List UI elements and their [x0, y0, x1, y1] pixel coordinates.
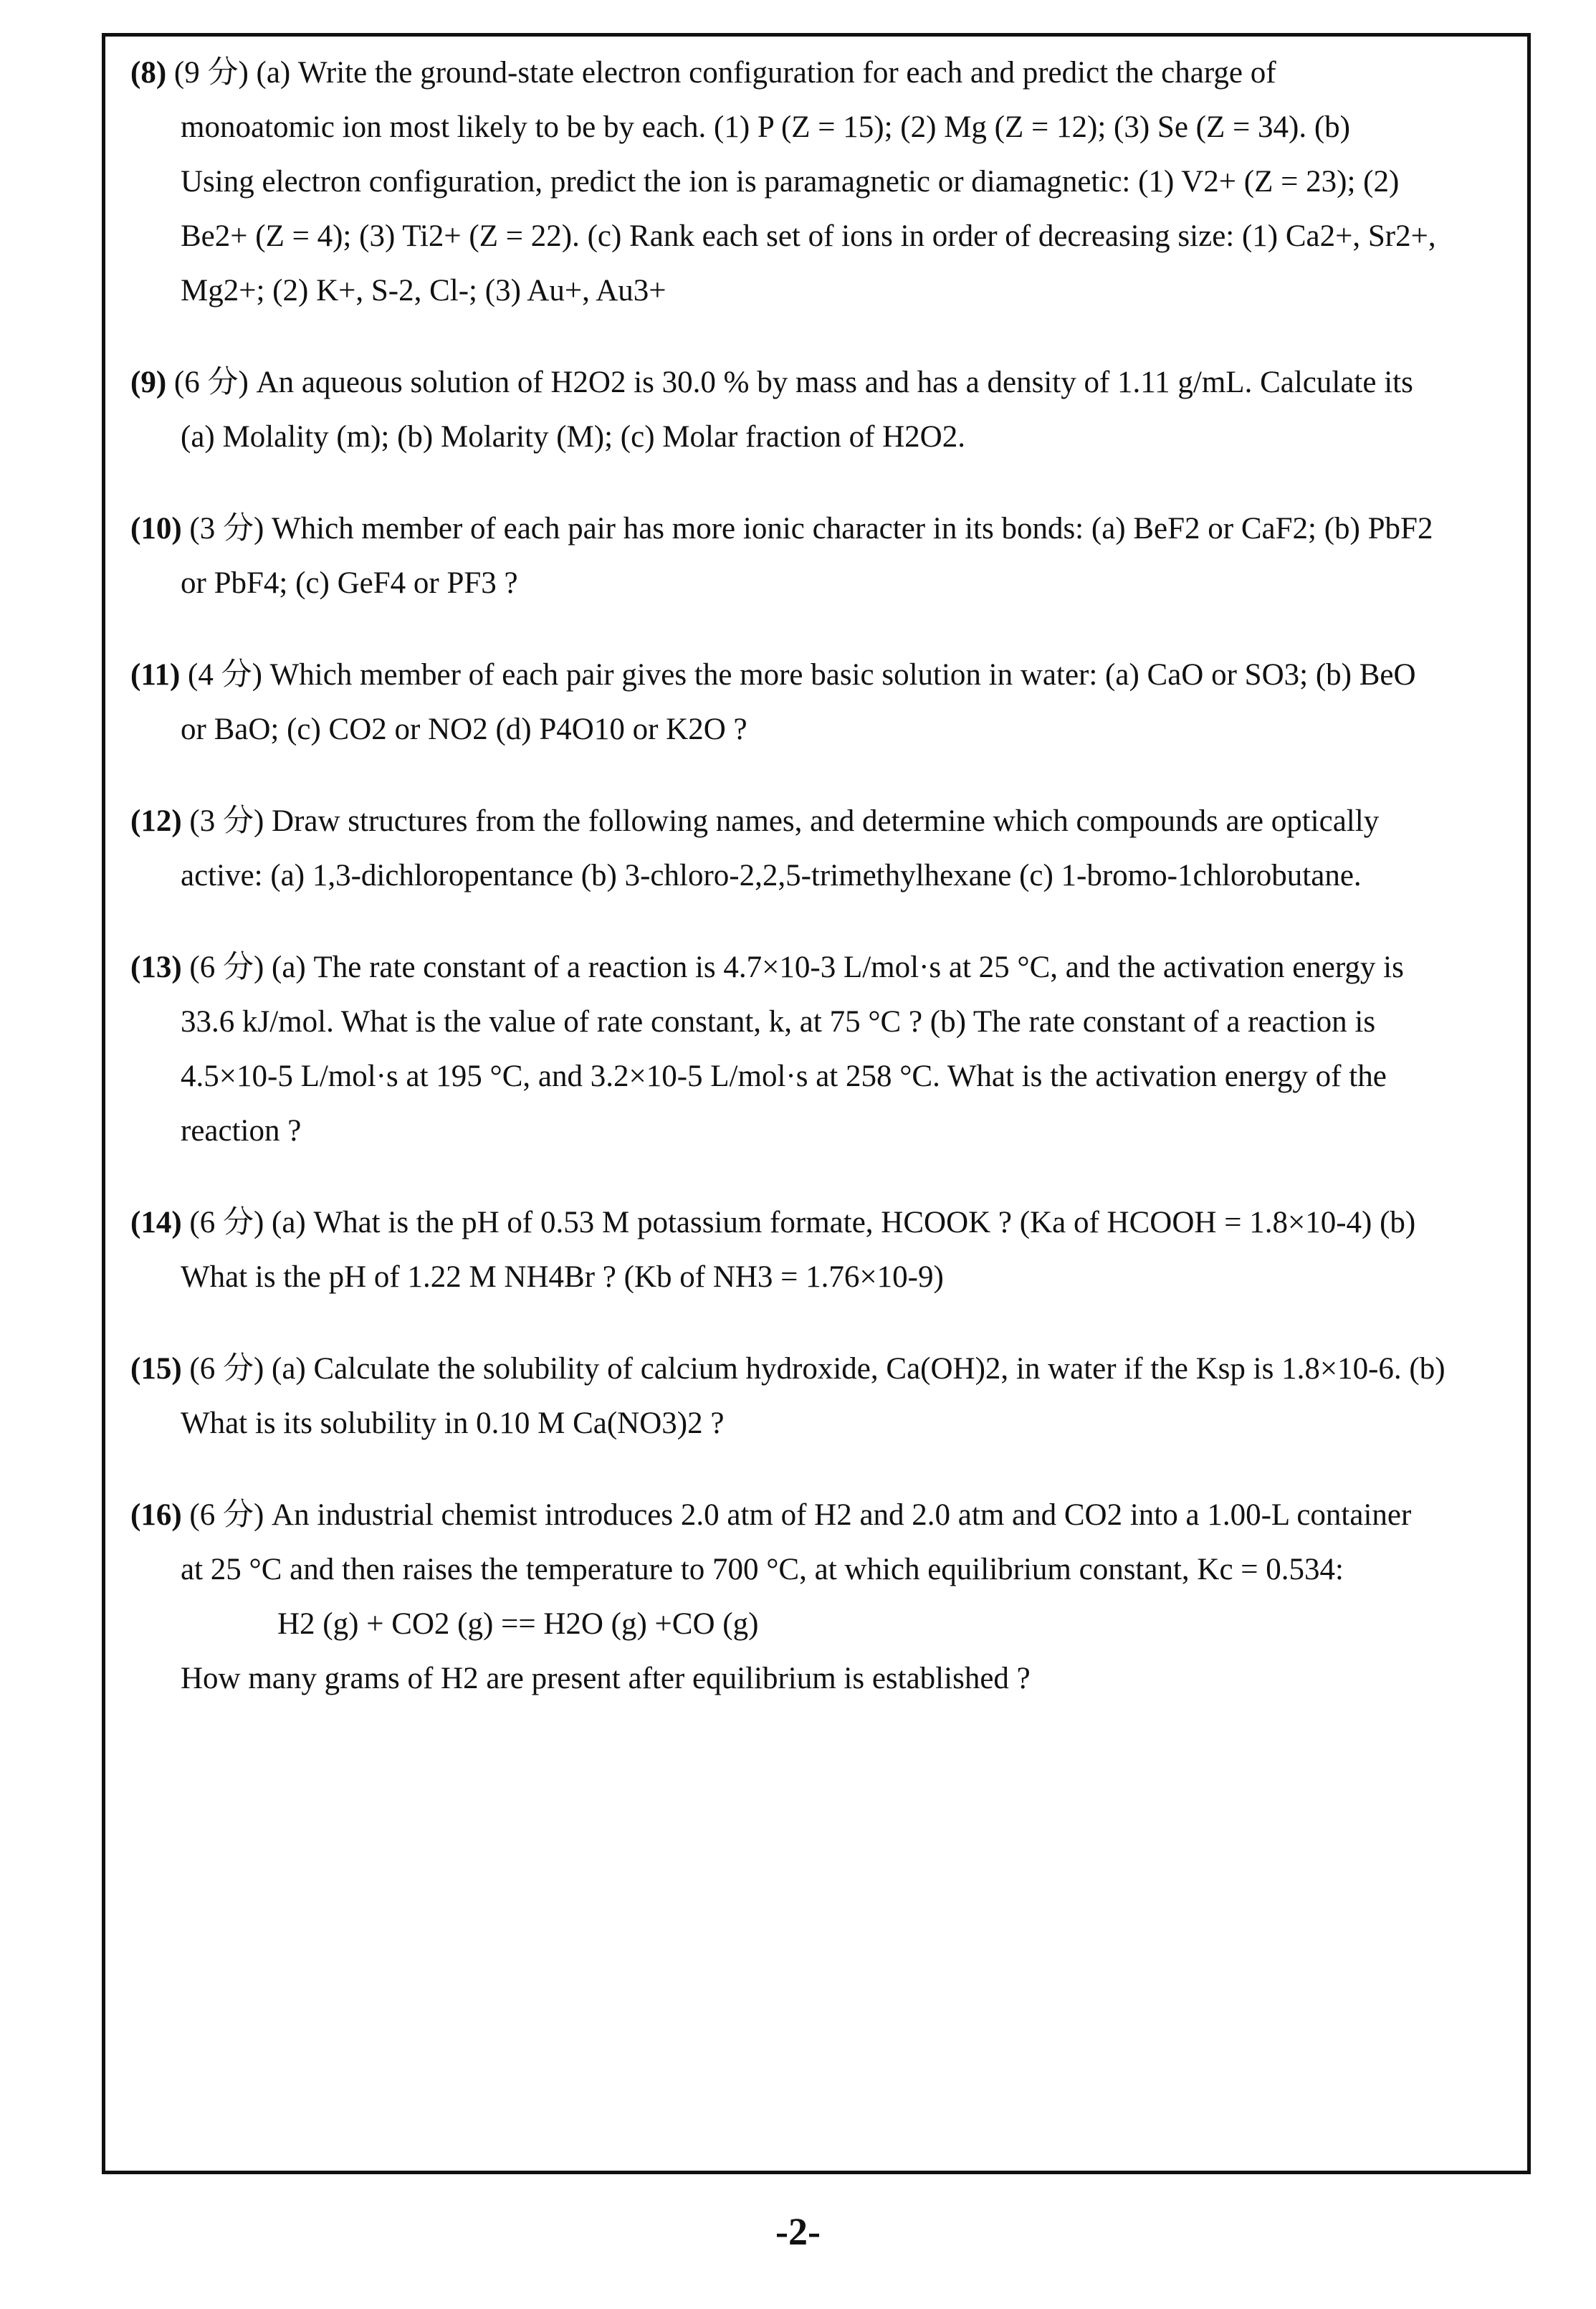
question-12-line-1	[130, 794, 1506, 849]
question-points: (6 分)	[189, 951, 264, 984]
question-8-line-5: Mg2+; (2) K+, S-2, Cl-; (3) Au+, Au3+	[181, 274, 666, 308]
question-number: (14)	[130, 1206, 182, 1239]
question-text: Which member of each pair gives the more basic solution in water: (a) CaO or SO3; (b) BeO	[269, 658, 1416, 692]
question-16	[130, 1488, 1506, 1706]
question-15-line-2: What is its solubility in 0.10 M Ca(NO3)2 ?	[181, 1406, 725, 1440]
question-8-line-2: monoatomic ion most likely to be by each. (1) P (Z = 15); (2) Mg (Z = 12); (3) Se (Z = 34). (b)	[181, 110, 1350, 144]
question-text: An industrial chemist introduces 2.0 atm of H2 and 2.0 atm and CO2 into a 1.00-L container	[272, 1498, 1412, 1532]
page-number: -2-	[775, 2210, 821, 2253]
question-9	[130, 356, 1506, 465]
question-points: (3 分)	[189, 804, 264, 838]
question-text: Which member of each pair has more ionic character in its bonds: (a) BeF2 or CaF2; (b) PbF2	[272, 512, 1433, 546]
question-number: (16)	[130, 1498, 182, 1532]
question-text: (a) Write the ground-state electron configuration for each and predict the charge of	[256, 56, 1276, 90]
question-number: (10)	[130, 512, 182, 546]
question-points: (3 分)	[189, 512, 264, 546]
question-9-line-1	[130, 356, 1506, 410]
question-number: (11)	[130, 658, 181, 692]
question-11	[130, 648, 1506, 757]
question-16-line-4: How many grams of H2 are present after equilibrium is established ?	[181, 1662, 1031, 1695]
question-text: An aqueous solution of H2O2 is 30.0 % by mass and has a density of 1.11 g/mL. Calculate its	[256, 366, 1413, 399]
question-12	[130, 794, 1506, 903]
question-13-line-1	[130, 941, 1506, 995]
question-16-line-2: at 25 °C and then raises the temperature to 700 °C, at which equilibrium constant, Kc = 0.534:	[181, 1553, 1344, 1586]
question-points: (6 分)	[173, 366, 249, 399]
question-16-line-1	[130, 1488, 1506, 1543]
question-number: (8)	[130, 56, 167, 90]
question-8-line-1	[130, 46, 1506, 100]
question-11-line-2: or BaO; (c) CO2 or NO2 (d) P4O10 or K2O ?	[181, 713, 747, 746]
question-points: (9 分)	[173, 56, 249, 90]
question-number: (13)	[130, 951, 182, 984]
question-12-line-2: active: (a) 1,3-dichloropentance (b) 3-chloro-2,2,5-trimethylhexane (c) 1-bromo-1chlorobutane.	[181, 859, 1362, 892]
question-points: (6 分)	[189, 1352, 264, 1386]
question-number: (9)	[130, 366, 167, 399]
question-11-line-1	[130, 648, 1506, 703]
question-10	[130, 502, 1506, 611]
question-text: (a) What is the pH of 0.53 M potassium formate, HCOOK ? (Ka of HCOOH = 1.8×10-4) (b)	[272, 1206, 1416, 1239]
question-15-line-1	[130, 1342, 1506, 1396]
question-13-line-4: reaction ?	[181, 1114, 302, 1148]
question-10-line-1	[130, 502, 1506, 556]
question-9-line-2: (a) Molality (m); (b) Molarity (M); (c) Molar fraction of H2O2.	[181, 420, 965, 454]
question-13-line-3: 4.5×10-5 L/mol·s at 195 °C, and 3.2×10-5 L/mol·s at 258 °C. What is the activation energy of the	[181, 1060, 1387, 1093]
question-14	[130, 1196, 1506, 1305]
question-14-line-1	[130, 1196, 1506, 1250]
question-8-line-3: Using electron configuration, predict the ion is paramagnetic or diamagnetic: (1) V2+ (Z = 23); (2)	[181, 165, 1400, 199]
question-text: (a) Calculate the solubility of calcium hydroxide, Ca(OH)2, in water if the Ksp is 1.8×10-6. (b)	[272, 1352, 1446, 1386]
question-points: (6 分)	[189, 1206, 264, 1239]
equilibrium-equation: H2 (g) + CO2 (g) == H2O (g) +CO (g)	[277, 1607, 759, 1641]
question-list	[130, 46, 1506, 1706]
question-8-line-4: Be2+ (Z = 4); (3) Ti2+ (Z = 22). (c) Rank each set of ions in order of decreasing size: (1) Ca2+, Sr2+,	[181, 219, 1436, 253]
question-15	[130, 1342, 1506, 1451]
question-8	[130, 46, 1506, 318]
question-text: (a) The rate constant of a reaction is 4.7×10-3 L/mol·s at 25 °C, and the activation energy is	[272, 951, 1404, 984]
question-14-line-2: What is the pH of 1.22 M NH4Br ? (Kb of NH3 = 1.76×10-9)	[181, 1260, 944, 1294]
question-text: Draw structures from the following names, and determine which compounds are optically	[272, 804, 1380, 838]
question-points: (4 分)	[188, 658, 262, 692]
question-13	[130, 941, 1506, 1158]
question-points: (6 分)	[189, 1498, 264, 1532]
question-13-line-2: 33.6 kJ/mol. What is the value of rate constant, k, at 75 °C ? (b) The rate constant of a reaction is	[181, 1005, 1376, 1039]
question-number: (15)	[130, 1352, 182, 1386]
question-number: (12)	[130, 804, 182, 838]
question-10-line-2: or PbF4; (c) GeF4 or PF3 ?	[181, 566, 518, 600]
